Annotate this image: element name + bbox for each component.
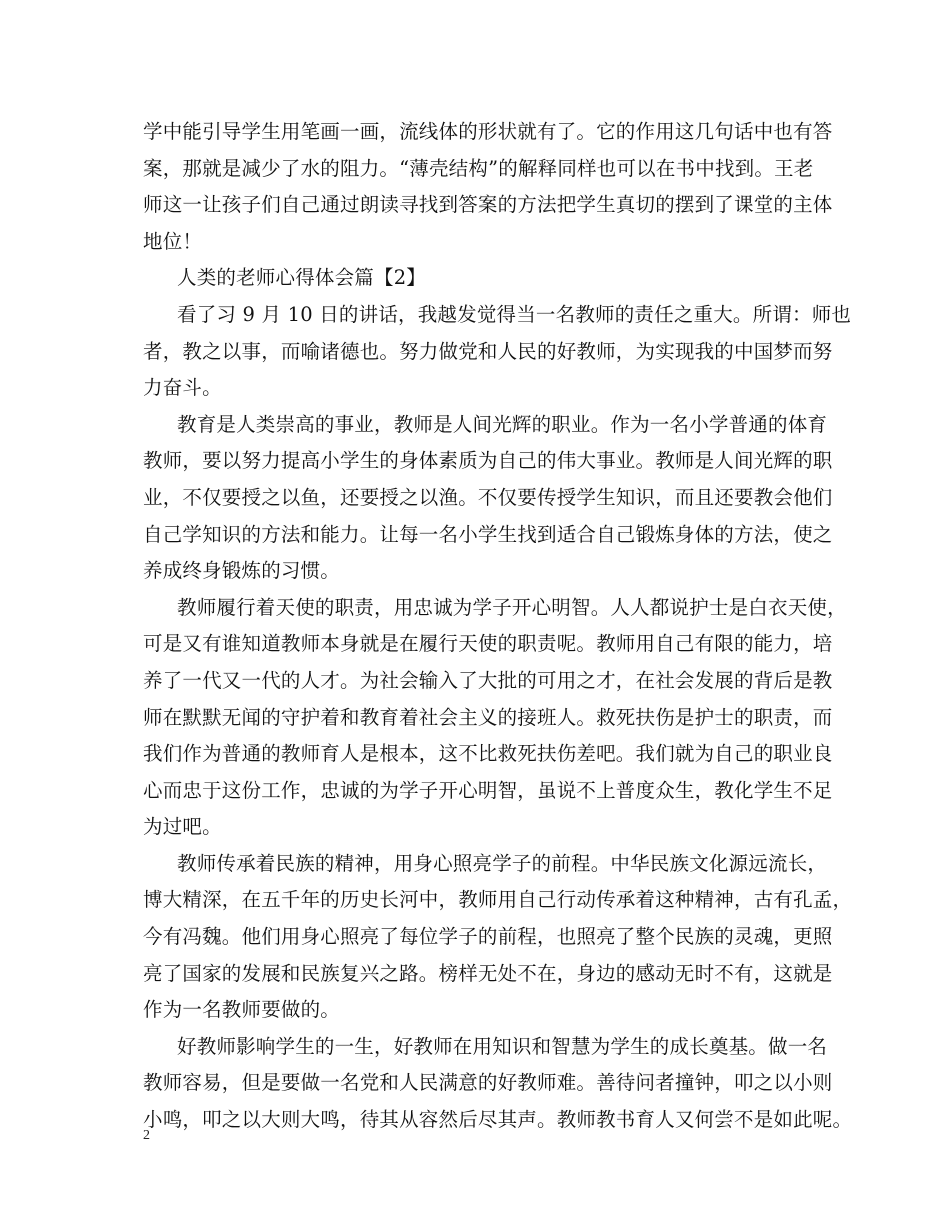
text-line: 心而忠于这份工作，忠诚的为学子开心明智，虽说不上普度众生，教化学生不足: [143, 778, 833, 802]
text-line: 我们作为普通的教师育人是根本，这不比救死扶伤差吧。我们就为自己的职业良: [143, 742, 833, 766]
text-line: 教师容易，但是要做一名党和人民满意的好教师难。善待问者撞钟，叩之以小则: [143, 1071, 833, 1095]
text-line: 力奋斗。: [143, 376, 222, 400]
text-line: 亮了国家的发展和民族复兴之路。榜样无处不在，身边的感动无时不有，这就是: [143, 961, 833, 985]
text-line: 师这一让孩子们自己通过朗读寻找到答案的方法把学生真切的摆到了课堂的主体: [143, 193, 833, 217]
text-line: 教师履行着天使的职责，用忠诚为学子开心明智。人人都说护士是白衣天使，: [177, 595, 847, 619]
text-line: 可是又有谁知道教师本身就是在履行天使的职责呢。教师用自己有限的能力，培: [143, 632, 833, 656]
text-line: 自己学知识的方法和能力。让每一名小学生找到适合自己锻炼身体的方法，使之: [143, 522, 833, 546]
text-line: 养了一代又一代的人才。为社会输入了大批的可用之才，在社会发展的背后是教: [143, 668, 833, 692]
text-line: 小鸣，叩之以大则大鸣，待其从容然后尽其声。教师教书育人又何尝不是如此呢。: [143, 1108, 853, 1132]
text-line: 地位！: [143, 229, 203, 253]
page-number: 2: [143, 1128, 150, 1143]
text-line: 养成终身锻炼的习惯。: [143, 559, 341, 583]
page-body: [143, 114, 853, 1139]
text-line: 博大精深，在五千年的历史长河中，教师用自己行动传承着这种精神，古有孔孟，: [143, 888, 853, 912]
text-line: 者，教之以事，而喻诸德也。努力做党和人民的好教师，为实现我的中国梦而努: [143, 339, 833, 363]
text-line: 看了习 9 月 10 日的讲话，我越发觉得当一名教师的责任之重大。所谓：师也: [177, 302, 852, 326]
section-heading: 人类的老师心得体会篇【2】: [177, 266, 427, 290]
text-line: 今有冯魏。他们用身心照亮了每位学子的前程，也照亮了整个民族的灵魂，更照: [143, 925, 833, 949]
text-line: 作为一名教师要做的。: [143, 998, 341, 1022]
text-line: 好教师影响学生的一生，好教师在用知识和智慧为学生的成长奠基。做一名: [177, 1034, 828, 1058]
text-line: 案，那就是减少了水的阻力。“薄壳结构”的解释同样也可以在书中找到。王老: [143, 156, 814, 180]
text-line: 教师，要以努力提高小学生的身体素质为自己的伟大事业。教师是人间光辉的职: [143, 449, 833, 473]
text-line: 教师传承着民族的精神，用身心照亮学子的前程。中华民族文化源远流长，: [177, 851, 828, 875]
text-line: 业，不仅要授之以鱼，还要授之以渔。不仅要传授学生知识，而且还要教会他们: [143, 485, 833, 509]
text-line: 学中能引导学生用笔画一画，流线体的形状就有了。它的作用这几句话中也有答: [143, 120, 833, 143]
text-line: 为过吧。: [143, 815, 222, 839]
text-line: 教育是人类崇高的事业，教师是人间光辉的职业。作为一名小学普通的体育: [177, 412, 828, 436]
text-line: 师在默默无闻的守护着和教育着社会主义的接班人。救死扶伤是护士的职责，而: [143, 705, 833, 729]
